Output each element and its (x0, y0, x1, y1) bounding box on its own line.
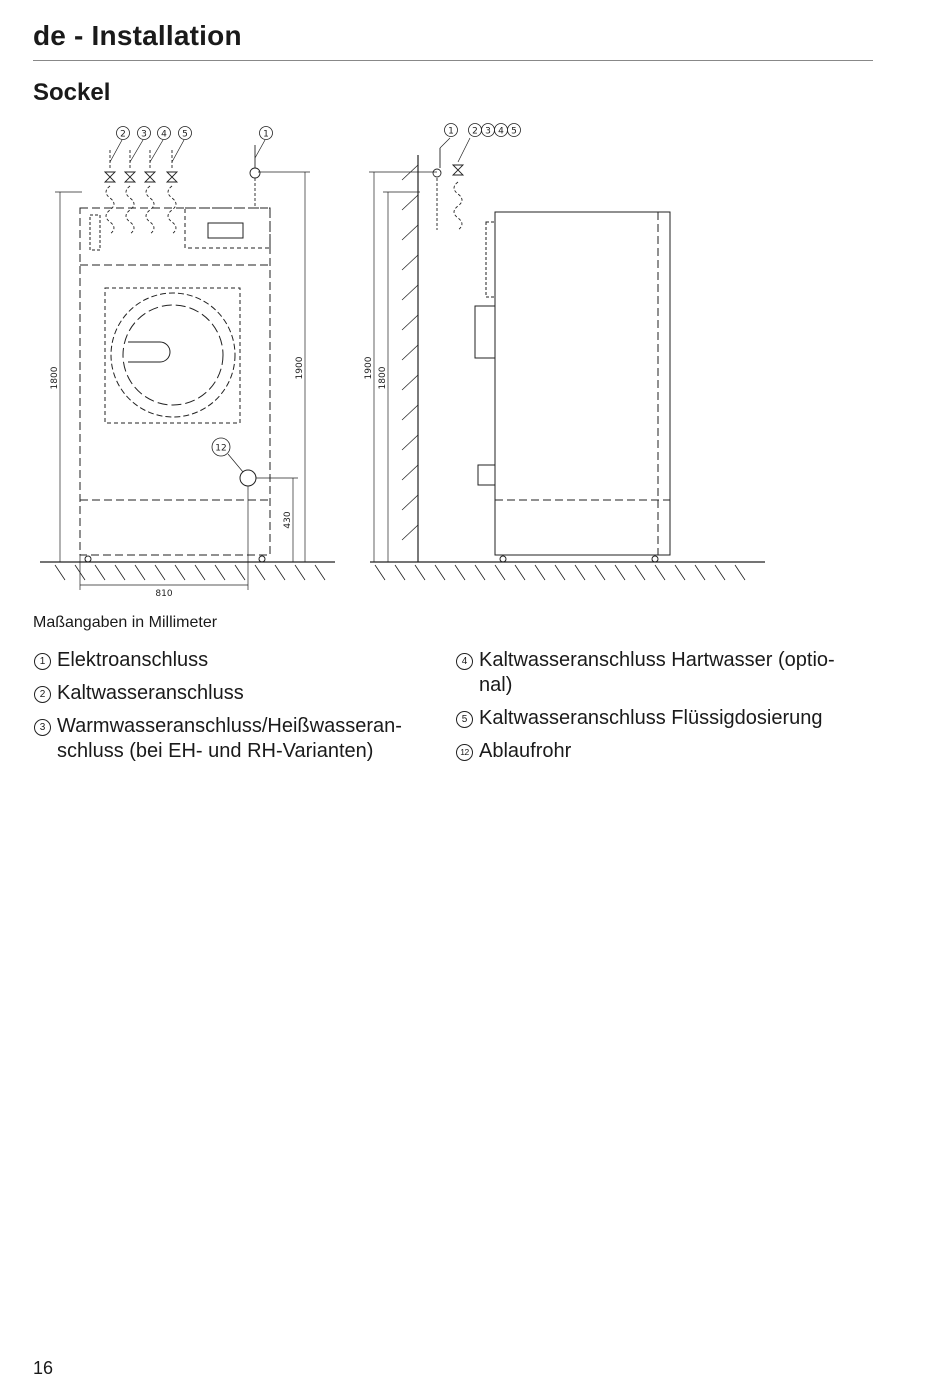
dim-width-810: 810 (155, 589, 173, 599)
page-number: 16 (33, 1358, 54, 1378)
dim-height-1900-front: 1900 (295, 356, 305, 380)
callout-1-front: 1 (263, 129, 269, 140)
legend-item (33, 648, 453, 673)
section-title: Sockel (33, 79, 111, 106)
legend-text: Kaltwasseranschluss Flüssigdosierung (479, 707, 823, 729)
legend-text: Warmwasseranschluss/Heißwasseran- schluss (bei EH- und RH-Varianten) (57, 715, 402, 762)
legend-text: Elektroanschluss (57, 649, 209, 671)
dim-drain-430: 430 (283, 511, 293, 529)
legend-text: Kaltwasseranschluss Hartwasser (optio- nal) (479, 649, 835, 696)
figure-caption: Maßangaben in Millimeter (33, 614, 218, 631)
callout-2-front: 2 (120, 129, 126, 140)
wall-hatching (402, 165, 418, 540)
legend-left (33, 648, 453, 772)
floor-hatching-side (375, 565, 745, 580)
legend-right (455, 648, 875, 772)
legend-item (455, 648, 875, 698)
dim-height-1800-front: 1800 (50, 366, 60, 390)
side-view (369, 138, 765, 580)
callout-leaders-front (110, 140, 265, 162)
callout-4-front: 4 (161, 129, 167, 140)
legend-item (33, 714, 453, 764)
legend-text: Ablaufrohr (479, 740, 572, 762)
dim-height-1800-side: 1800 (378, 366, 388, 390)
legend-number-badge: 1 (34, 653, 51, 670)
legend-item (455, 706, 875, 731)
dim-height-1900-side: 1900 (364, 356, 374, 380)
drawing-svg (0, 110, 950, 610)
inlet-pipes-side (433, 138, 470, 230)
legend-number-badge: 4 (456, 653, 473, 670)
callout-4-side: 4 (498, 126, 504, 137)
callout-1-side: 1 (448, 126, 454, 137)
callout-3-front: 3 (141, 129, 147, 140)
legend-item (33, 681, 453, 706)
legend-text: Kaltwasseranschluss (57, 682, 244, 704)
page-header-title: de - Installation (33, 20, 242, 51)
installation-drawing (0, 110, 950, 610)
header-rule (33, 60, 873, 61)
callout-3-side: 3 (485, 126, 491, 137)
legend-number-badge: 5 (456, 711, 473, 728)
dimension-lines-front (55, 172, 310, 590)
floor-hatching-front (55, 565, 325, 580)
legend-number-badge: 12 (456, 744, 473, 761)
legend-number-badge: 2 (34, 686, 51, 703)
callout-5-side: 5 (511, 126, 517, 137)
callout-12-drain: 12 (215, 443, 227, 454)
callout-5-front: 5 (182, 129, 188, 140)
callout-2-side: 2 (472, 126, 478, 137)
legend-item (455, 739, 875, 764)
legend-number-badge: 3 (34, 719, 51, 736)
inlet-pipes-front (105, 145, 260, 234)
